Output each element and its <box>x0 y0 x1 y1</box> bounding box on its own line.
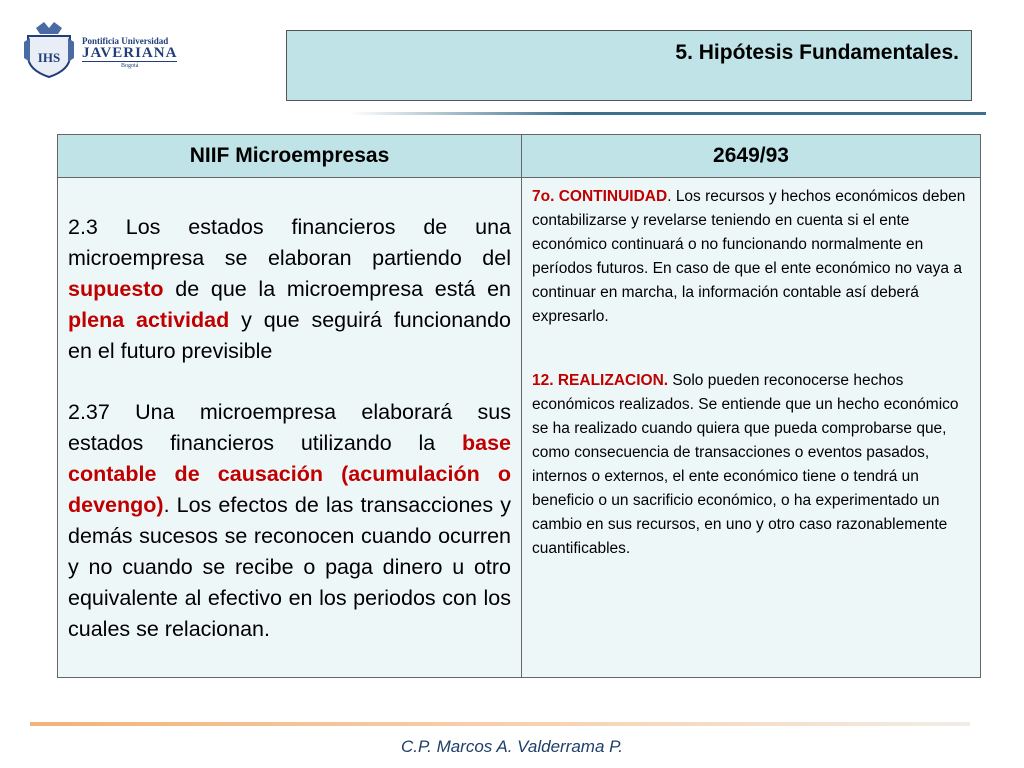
title-box <box>286 30 972 101</box>
crest-letters: IHS <box>37 50 61 65</box>
text-run: 2.3 Los estados financieros de una microempresa se elaboran partiendo del <box>68 215 511 270</box>
university-crest-icon <box>22 22 76 78</box>
continuidad-heading: 7o. CONTINUIDAD <box>532 188 668 205</box>
table-row <box>58 178 981 678</box>
logo-line-2: JAVERIANA <box>82 45 178 61</box>
text-run: Solo pueden reconocerse hechos económicos realizados. Se entiende que un hecho económico se ha realizado cuando quiera que pueda comprobarse que, como consecuencia de transacciones o eventos pasados, internos o externos, el ente económico tiene o tendrá un beneficio o un sacrificio económico, o ha experimentado un cambio en sus recursos, en uno y otro caso razonablemente cuantificables. <box>532 372 959 557</box>
text-run: . Los efectos de las transacciones y demás sucesos se reconocen cuando ocurren y no cuando se recibe o paga dinero u otro equivalente al efectivo en los periodos con los cuales se relacionan. <box>68 493 511 641</box>
title-divider <box>350 112 986 115</box>
slide-title: 5. Hipótesis Fundamentales. <box>675 41 959 64</box>
highlight-supuesto: supuesto <box>68 277 164 301</box>
text-run: y que seguirá funcionando en el futuro previsible <box>68 308 511 363</box>
niif-paragraph-2-3 <box>68 212 511 367</box>
niif-cell <box>58 178 522 678</box>
text-run: 2.37 Una microempresa elaborará sus estados financieros utilizando la <box>68 400 511 455</box>
logo-line-1: Pontificia Universidad <box>82 36 169 46</box>
realizacion-heading: 12. REALIZACION. <box>532 372 669 389</box>
logo-line-3: Bogotá <box>121 63 139 69</box>
header-niif: NIIF Microempresas <box>58 135 522 178</box>
niif-paragraph-2-37 <box>68 397 511 645</box>
highlight-plena-actividad: plena actividad <box>68 308 230 332</box>
university-logo <box>22 22 182 82</box>
footer-divider <box>30 722 970 726</box>
footer-author: C.P. Marcos A. Valderrama P. <box>400 737 624 756</box>
header-2649: 2649/93 <box>522 135 981 178</box>
text-run: de que la microempresa está en <box>163 277 511 301</box>
decreto-cell <box>522 178 981 678</box>
realizacion-paragraph <box>532 369 972 561</box>
comparison-table <box>57 134 981 678</box>
continuidad-paragraph <box>532 185 972 329</box>
highlight-base-contable: base contable de causación (acumulación o devengo) <box>68 431 511 517</box>
table-header-row <box>58 135 981 178</box>
text-run: . Los recursos y hechos económicos deben contabilizarse y revelarse teniendo en cuenta si el ente económico continuará o no funcionando normalmente en períodos futuros. En caso de que el ente económico no vaya a continuar en marcha, la información contable así deberá expresarlo. <box>532 188 966 325</box>
